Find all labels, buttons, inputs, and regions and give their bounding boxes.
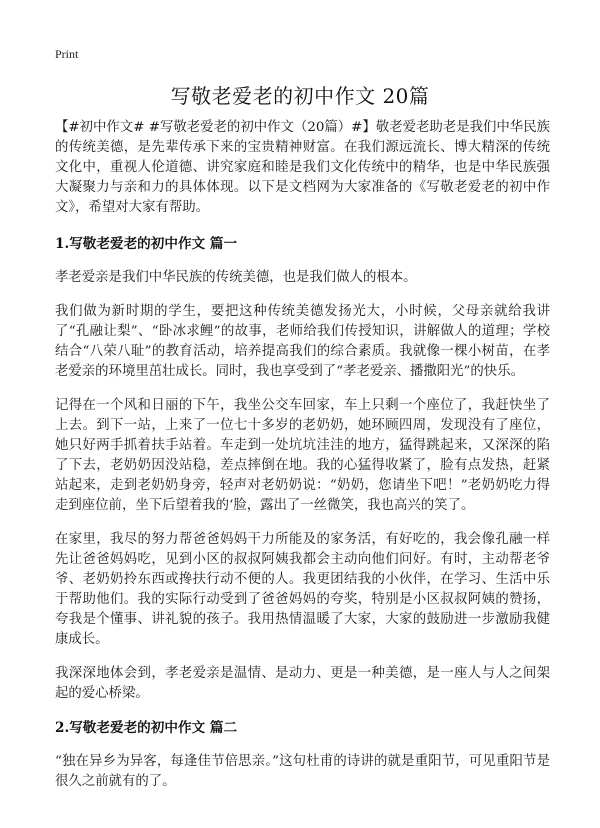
section-1-paragraph-2: 我们做为新时期的学生，要把这种传统美德发扬光大，小时候，父母亲就给我讲了“孔融让梨”、“卧冰求鲤”的故事，老师给我们传授知识，讲解做人的道理；学校结合“八荣八耻”的教育活动，培养提高我们的综合素质。我就像一棵小树苗，在孝老爱亲的环境里茁壮成长。同时，我也享受到了“孝老爱亲、播撒阳光”的快乐。 <box>55 304 550 379</box>
section-1-paragraph-4: 在家里，我尽的努力帮爸爸妈妈干力所能及的家务活，有好吃的，我会像孔融一样先让爸爸妈妈吃，见到小区的叔叔阿姨我都会主动向他们问好。有时，主动帮老爷爷、老奶奶拎东西或搀扶行动不便的人。我更团结我的小伙伴，在学习、生活中乐于帮助他们。我的实际行动受到了爸爸妈妈的夸奖，特别是小区叔叔阿姨的赞扬，夸我是个懂事、讲礼貌的孩子。我用热情温暖了大家，大家的鼓励进一步激励我健康成长。 <box>55 532 550 647</box>
intro-paragraph: 【#初中作文# #写敬老爱老的初中作文（20篇）#】敬老爱老助老是我们中华民族的传统美德，是先辈传承下来的宝贵精神财富。在我们源远流长、博大精深的传统文化中，重视人伦道德、讲究家庭和睦是我们文化传统中的精华，也是中华民族强大凝聚力与亲和力的具体体现。以下是文档网为大家准备的《写敬老爱老的初中作文》，希望对大家有帮助。 <box>55 120 550 215</box>
section-heading-2: 2.写敬老爱老的初中作文 篇二 <box>55 720 238 736</box>
document-body <box>55 118 550 806</box>
section-1-paragraph-1: 孝老爱亲是我们中华民族的传统美德，也是我们做人的根本。 <box>55 270 417 285</box>
section-1-paragraph-3: 记得在一个风和日丽的下午，我坐公交车回家，车上只剩一个座位了，我赶快坐了上去。到下一站，上来了一位七十多岁的老奶奶，她环顾四周，发现没有了座位，她只好两手抓着扶手站着。车走到一处坑坑洼洼的地方，猛得跳起来，又深深的陷了下去，老奶奶因没站稳，差点摔倒在地。我的心猛得收紧了，脸有点发热，赶紧站起来，走到老奶奶身旁，轻声对老奶奶说：“奶奶，您请坐下吧！”老奶奶吃力得走到座位前，坐下后望着我的‘脸，露出了一丝微笑，我也高兴的笑了。 <box>55 398 550 513</box>
section-heading-1: 1.写敬老爱老的初中作文 篇一 <box>55 236 238 252</box>
print-label[interactable]: Print <box>55 47 79 61</box>
section-2-paragraph-1: “独在异乡为异客，每逢佳节倍思亲。”这句杜甫的诗讲的就是重阳节，可见重阳节是很久之前就有的了。 <box>55 754 550 789</box>
section-1-paragraph-5: 我深深地体会到，孝老爱亲是温情、是动力、更是一种美德，是一座人与人之间架起的爱心桥梁。 <box>55 666 550 701</box>
page-title: 写敬老爱老的初中作文 20篇 <box>170 84 430 108</box>
